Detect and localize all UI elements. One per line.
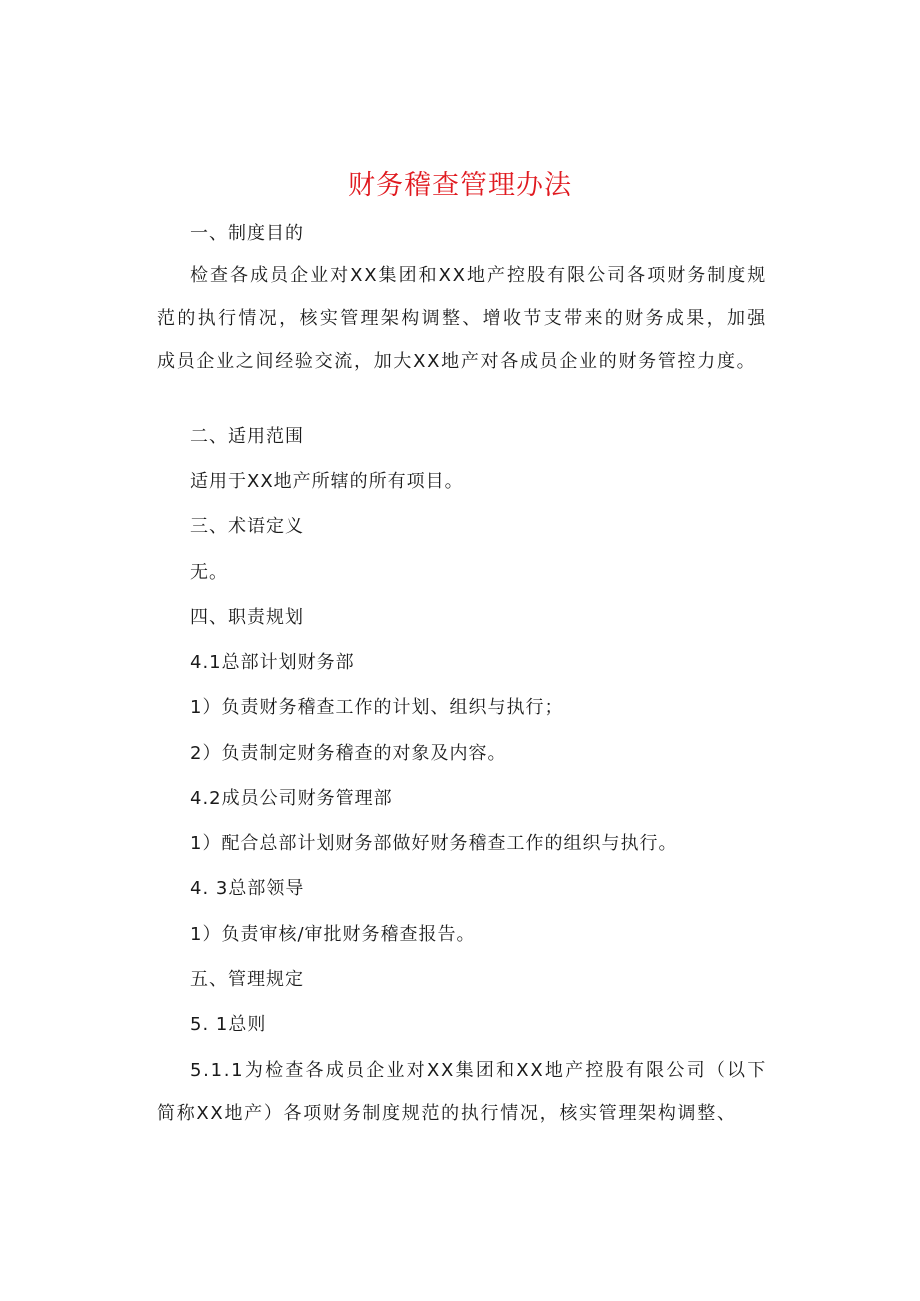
section-5-heading: 五、管理规定 — [190, 969, 304, 990]
subsection-4-1-item-2: 2）负责制定财务稽查的对象及内容。 — [190, 743, 507, 764]
clause-5-1-1: 5.1.1为检查各成员企业对XX集团和XX地产控股有限公司（以下简称XX地产）各项财务制度规范的执行情况，核实管理架构调整、 — [157, 1060, 767, 1124]
section-2-body: 适用于XX地产所辖的所有项目。 — [190, 471, 464, 492]
section-3-body: 无。 — [190, 562, 228, 583]
section-1-heading: 一、制度目的 — [190, 223, 304, 244]
document-title: 财务稽查管理办法 — [348, 170, 572, 201]
subsection-4-1-heading: 4.1总部计划财务部 — [190, 652, 355, 673]
subsection-4-3-heading: 4. 3总部领导 — [190, 878, 305, 899]
section-2-heading: 二、适用范围 — [190, 426, 304, 447]
section-3-heading: 三、术语定义 — [190, 516, 304, 537]
subsection-4-1-item-1: 1）负责财务稽查工作的计划、组织与执行； — [190, 697, 564, 718]
subsection-5-1-heading: 5. 1总则 — [190, 1014, 267, 1035]
subsection-4-2-item-1: 1）配合总部计划财务部做好财务稽查工作的组织与执行。 — [190, 833, 678, 854]
section-1-body: 检查各成员企业对XX集团和XX地产控股有限公司各项财务制度规范的执行情况，核实管理架构调整、增收节支带来的财务成果，加强成员企业之间经验交流，加大XX地产对各成员企业的财务管控力度。 — [157, 265, 767, 372]
subsection-4-2-heading: 4.2成员公司财务管理部 — [190, 788, 393, 809]
subsection-4-3-item-1: 1）负责审核/审批财务稽查报告。 — [190, 924, 476, 945]
section-4-heading: 四、职责规划 — [190, 607, 304, 628]
